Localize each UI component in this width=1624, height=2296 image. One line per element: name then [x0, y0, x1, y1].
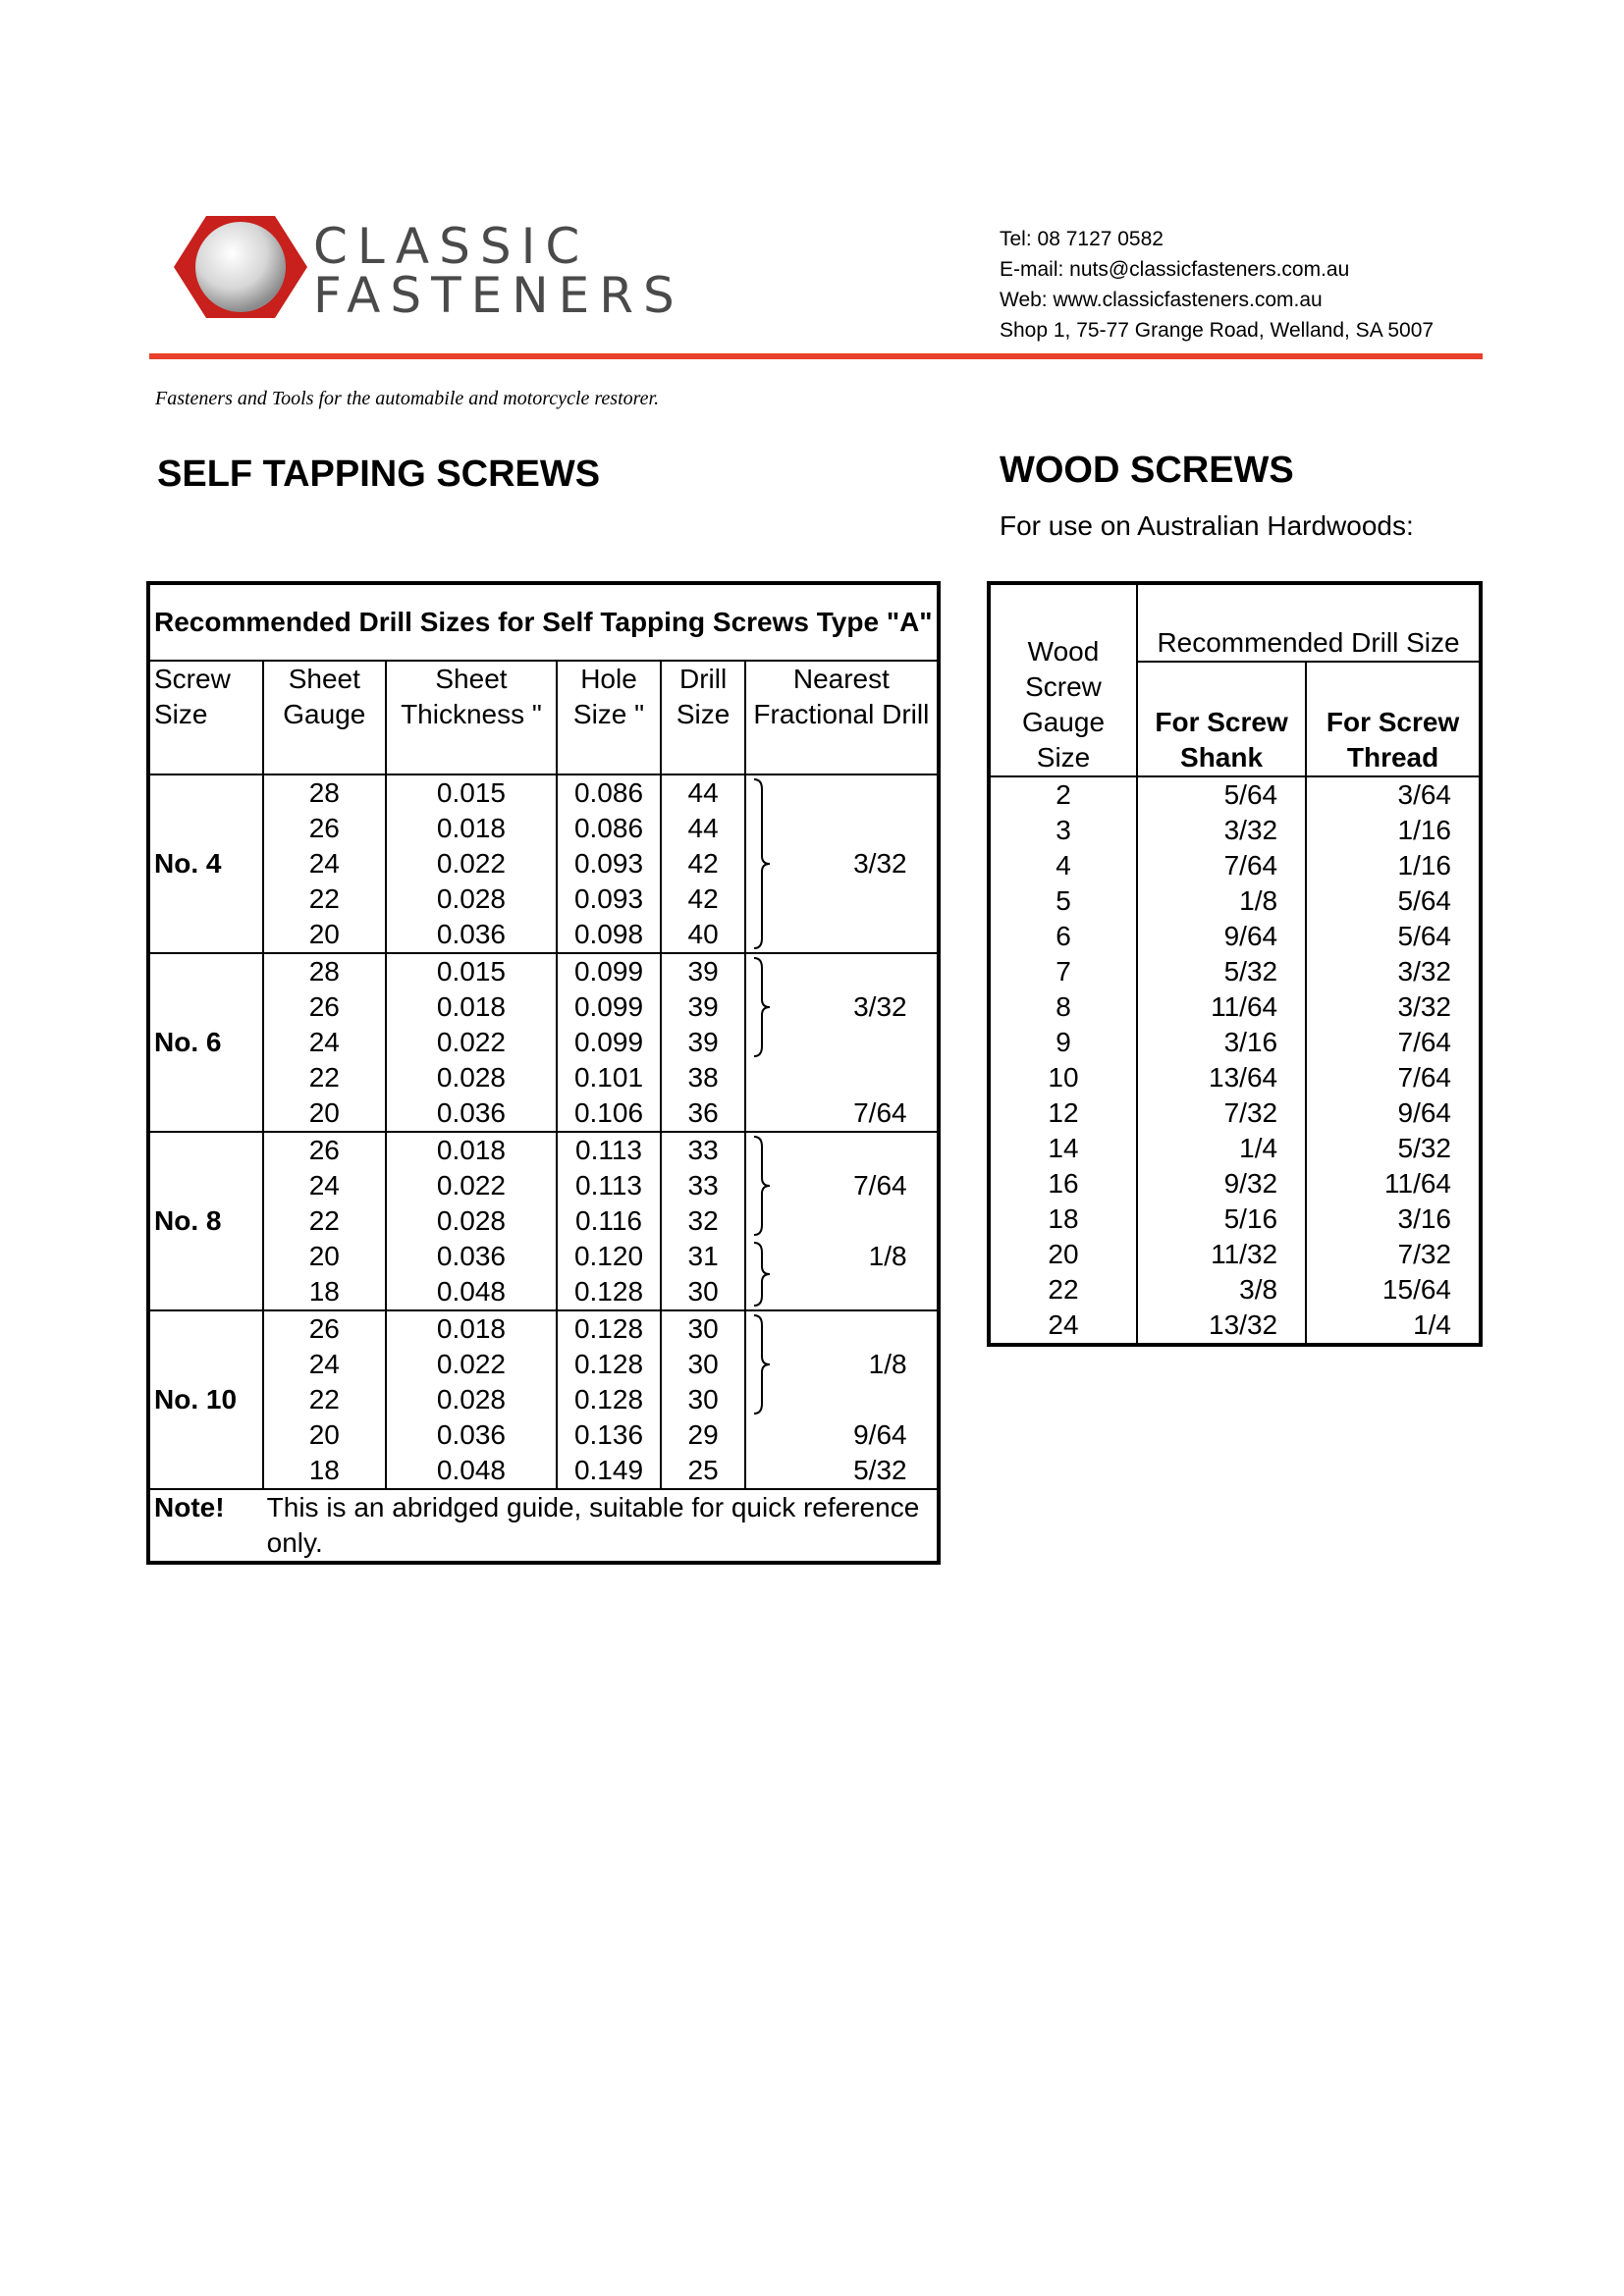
table-row [148, 1274, 939, 1310]
shank-drill: 5/32 [1137, 954, 1306, 989]
screw-size [148, 1060, 263, 1095]
drill-size: 32 [661, 1203, 745, 1239]
thread-drill: 7/32 [1306, 1237, 1481, 1272]
note-text: This is an abridged guide, suitable for quick reference only. [266, 1492, 920, 1558]
sheet-gauge: 26 [263, 811, 386, 846]
gauge-size: 7 [1056, 956, 1071, 987]
sheet-thickness: 0.018 [386, 1132, 557, 1168]
shank-drill: 1/8 [1137, 883, 1306, 919]
gauge-size: 22 [1048, 1274, 1079, 1305]
table-row [148, 1203, 939, 1239]
drill-size: 39 [661, 1025, 745, 1060]
gauge-size: 8 [1056, 991, 1071, 1022]
sheet-thickness: 0.018 [386, 811, 557, 846]
shank-drill: 7/64 [1137, 848, 1306, 883]
gauge-size: 4 [1056, 850, 1071, 881]
screw-size [148, 881, 263, 917]
sheet-thickness: 0.028 [386, 1060, 557, 1095]
hole-size: 0.099 [557, 989, 661, 1025]
screw-size [148, 1310, 263, 1347]
screw-size [148, 1239, 263, 1274]
fractional-drill [745, 1382, 938, 1417]
gauge-size: 20 [1048, 1239, 1079, 1269]
column-header: Sheet Thickness " [386, 661, 557, 774]
hole-size: 0.099 [557, 1025, 661, 1060]
sheet-thickness: 0.048 [386, 1453, 557, 1489]
sheet-thickness: 0.036 [386, 917, 557, 953]
table-row [148, 1239, 939, 1274]
thread-drill: 5/64 [1306, 883, 1481, 919]
hole-size: 0.093 [557, 881, 661, 917]
gauge-size: 9 [1056, 1027, 1071, 1057]
hole-size: 0.098 [557, 917, 661, 953]
table-row [989, 989, 1481, 1025]
sheet-gauge: 22 [263, 881, 386, 917]
fractional-drill: 7/64 [745, 1168, 938, 1203]
header-row [989, 583, 1481, 662]
table-row [989, 1237, 1481, 1272]
hole-size: 0.106 [557, 1095, 661, 1132]
sheet-thickness: 0.028 [386, 1203, 557, 1239]
drill-size: 44 [661, 774, 745, 811]
sheet-gauge: 24 [263, 846, 386, 881]
thread-drill: 1/16 [1306, 813, 1481, 848]
table-row [148, 953, 939, 989]
drill-size: 30 [661, 1382, 745, 1417]
wood-screws-subtitle: For use on Australian Hardwoods: [1000, 510, 1414, 541]
fractional-drill: 3/32 [745, 846, 938, 881]
self-tapping-title: SELF TAPPING SCREWS [157, 454, 601, 495]
table-row [989, 848, 1481, 883]
hole-size: 0.120 [557, 1239, 661, 1274]
screw-size: No. 4 [154, 848, 222, 879]
sheet-gauge: 20 [263, 917, 386, 953]
shank-drill: 11/64 [1137, 989, 1306, 1025]
note-label: Note! [154, 1492, 225, 1522]
table-row [148, 881, 939, 917]
sheet-gauge: 20 [263, 1095, 386, 1132]
contact-block [1000, 224, 1434, 346]
table-row [148, 1168, 939, 1203]
drill-size: 31 [661, 1239, 745, 1274]
drill-size: 25 [661, 1453, 745, 1489]
table-caption: Recommended Drill Sizes for Self Tapping Screws Type "A" [148, 583, 939, 661]
screw-size [148, 953, 263, 989]
wood-screws-title: WOOD SCREWS [1000, 450, 1294, 491]
drill-size: 33 [661, 1132, 745, 1168]
screw-size [148, 1132, 263, 1168]
sheet-gauge: 26 [263, 1132, 386, 1168]
fractional-drill: 1/8 [745, 1347, 938, 1382]
fractional-drill: 1/8 [745, 1239, 938, 1274]
hex-bolt-icon [172, 210, 309, 324]
column-header: Sheet Gauge [263, 661, 386, 774]
table-row [148, 774, 939, 811]
drill-size: 42 [661, 846, 745, 881]
gauge-size: 16 [1048, 1168, 1079, 1199]
fractional-drill [745, 953, 938, 989]
drill-size: 29 [661, 1417, 745, 1453]
screw-size [148, 989, 263, 1025]
sheet-thickness: 0.036 [386, 1095, 557, 1132]
contact-tel: Tel: 08 7127 0582 [1000, 228, 1164, 250]
table-row [148, 1382, 939, 1417]
tagline: Fasteners and Tools for the automabile and motorcycle restorer. [155, 388, 660, 409]
sheet-gauge: 26 [263, 989, 386, 1025]
sheet-gauge: 20 [263, 1239, 386, 1274]
table-row [989, 1201, 1481, 1237]
screw-size [148, 1347, 263, 1382]
hole-size: 0.093 [557, 846, 661, 881]
sheet-thickness: 0.028 [386, 1382, 557, 1417]
screw-size [148, 917, 263, 953]
sheet-thickness: 0.048 [386, 1274, 557, 1310]
thread-drill: 7/64 [1306, 1025, 1481, 1060]
hole-size: 0.116 [557, 1203, 661, 1239]
sheet-thickness: 0.022 [386, 1168, 557, 1203]
shank-drill: 1/4 [1137, 1131, 1306, 1166]
fractional-drill [745, 1060, 938, 1095]
logo-text-classic: CLASSIC [313, 218, 590, 275]
column-header: Nearest Fractional Drill [745, 661, 938, 774]
drill-size: 30 [661, 1347, 745, 1382]
hole-size: 0.136 [557, 1417, 661, 1453]
table-row [148, 1025, 939, 1060]
sheet-gauge: 24 [263, 1168, 386, 1203]
sheet-thickness: 0.015 [386, 953, 557, 989]
table-row [989, 813, 1481, 848]
logo-text-fasteners: FASTENERS [313, 267, 684, 324]
hole-size: 0.149 [557, 1453, 661, 1489]
gauge-size: 5 [1056, 885, 1071, 916]
fractional-drill [745, 1274, 938, 1310]
fractional-drill [745, 1025, 938, 1060]
fractional-drill [745, 1203, 938, 1239]
table-row [989, 776, 1481, 813]
table-row [148, 1095, 939, 1132]
shank-drill: 13/64 [1137, 1060, 1306, 1095]
hole-size: 0.128 [557, 1382, 661, 1417]
contact-web: Web: www.classicfasteners.com.au [1000, 289, 1323, 311]
screw-size [148, 1274, 263, 1310]
shank-drill: 7/32 [1137, 1095, 1306, 1131]
table-row [989, 1166, 1481, 1201]
table-row [989, 1272, 1481, 1308]
fractional-drill [745, 1310, 938, 1347]
drill-size: 42 [661, 881, 745, 917]
screw-size: No. 10 [154, 1384, 238, 1415]
hole-size: 0.128 [557, 1274, 661, 1310]
shank-drill: 5/64 [1137, 776, 1306, 813]
table-row [989, 1308, 1481, 1345]
fractional-drill [745, 881, 938, 917]
caption-row [148, 583, 939, 661]
drill-size: 40 [661, 917, 745, 953]
header-row [148, 661, 939, 774]
drill-size: 36 [661, 1095, 745, 1132]
table-row [989, 954, 1481, 989]
thread-drill: 9/64 [1306, 1095, 1481, 1131]
gauge-size: 12 [1048, 1097, 1079, 1128]
table-row [148, 1310, 939, 1347]
gauge-size: 2 [1056, 779, 1071, 810]
note-row [148, 1489, 939, 1563]
shank-drill: 5/16 [1137, 1201, 1306, 1237]
screw-size [148, 774, 263, 811]
sheet-gauge: 20 [263, 1417, 386, 1453]
wood-screws-table [987, 581, 1483, 1347]
drill-size: 44 [661, 811, 745, 846]
shank-drill: 9/64 [1137, 919, 1306, 954]
sheet-gauge: 28 [263, 774, 386, 811]
drill-size: 33 [661, 1168, 745, 1203]
company-logo [172, 210, 722, 324]
contact-address: Shop 1, 75-77 Grange Road, Welland, SA 5007 [1000, 319, 1435, 342]
screw-size: No. 6 [154, 1027, 222, 1057]
sheet-gauge: 22 [263, 1060, 386, 1095]
sheet-gauge: 28 [263, 953, 386, 989]
sheet-gauge: 26 [263, 1310, 386, 1347]
thread-drill: 1/4 [1306, 1308, 1481, 1345]
table-row [148, 917, 939, 953]
thread-drill: 1/16 [1306, 848, 1481, 883]
sheet-thickness: 0.036 [386, 1239, 557, 1274]
sheet-thickness: 0.022 [386, 1025, 557, 1060]
table-row [989, 1025, 1481, 1060]
screw-size [148, 1417, 263, 1453]
thread-header: For Screw Thread [1306, 662, 1481, 776]
table-row [989, 883, 1481, 919]
hole-size: 0.128 [557, 1310, 661, 1347]
header-divider [149, 353, 1483, 359]
sheet-gauge: 22 [263, 1382, 386, 1417]
column-header: Hole Size " [557, 661, 661, 774]
shank-drill: 3/32 [1137, 813, 1306, 848]
hole-size: 0.128 [557, 1347, 661, 1382]
gauge-size: 14 [1048, 1133, 1079, 1163]
sheet-thickness: 0.022 [386, 846, 557, 881]
column-header: Screw Size [148, 661, 263, 774]
table-row [148, 811, 939, 846]
table-row [989, 1060, 1481, 1095]
sheet-gauge: 22 [263, 1203, 386, 1239]
fractional-drill: 5/32 [745, 1453, 938, 1489]
table-row [148, 1132, 939, 1168]
sheet-gauge: 18 [263, 1453, 386, 1489]
thread-drill: 11/64 [1306, 1166, 1481, 1201]
sheet-gauge: 24 [263, 1025, 386, 1060]
hole-size: 0.113 [557, 1132, 661, 1168]
table-row [148, 1060, 939, 1095]
table-row [148, 846, 939, 881]
drill-size-header: Recommended Drill Size [1137, 583, 1481, 662]
drill-size: 38 [661, 1060, 745, 1095]
sheet-gauge: 18 [263, 1274, 386, 1310]
hole-size: 0.113 [557, 1168, 661, 1203]
screw-size: No. 8 [154, 1205, 222, 1236]
thread-drill: 5/32 [1306, 1131, 1481, 1166]
thread-drill: 3/16 [1306, 1201, 1481, 1237]
hole-size: 0.101 [557, 1060, 661, 1095]
thread-drill: 7/64 [1306, 1060, 1481, 1095]
fractional-drill: 9/64 [745, 1417, 938, 1453]
sheet-thickness: 0.015 [386, 774, 557, 811]
gauge-size: 24 [1048, 1309, 1079, 1340]
drill-size: 30 [661, 1310, 745, 1347]
screw-size [148, 1453, 263, 1489]
drill-size: 30 [661, 1274, 745, 1310]
table-row [989, 1095, 1481, 1131]
table-row [989, 919, 1481, 954]
sheet-thickness: 0.018 [386, 989, 557, 1025]
sheet-thickness: 0.036 [386, 1417, 557, 1453]
table-row [148, 1347, 939, 1382]
gauge-size: 6 [1056, 921, 1071, 951]
fractional-drill [745, 917, 938, 953]
shank-drill: 11/32 [1137, 1237, 1306, 1272]
gauge-header: Wood Screw Gauge Size [989, 583, 1137, 776]
gauge-size: 10 [1048, 1062, 1079, 1093]
sheet-thickness: 0.028 [386, 881, 557, 917]
fractional-drill [745, 774, 938, 811]
gauge-size: 3 [1056, 815, 1071, 845]
thread-drill: 5/64 [1306, 919, 1481, 954]
gauge-size: 18 [1048, 1203, 1079, 1234]
sheet-gauge: 24 [263, 1347, 386, 1382]
screw-size [148, 1095, 263, 1132]
hole-size: 0.099 [557, 953, 661, 989]
thread-drill: 3/32 [1306, 989, 1481, 1025]
fractional-drill: 3/32 [745, 989, 938, 1025]
thread-drill: 15/64 [1306, 1272, 1481, 1308]
table-row [148, 989, 939, 1025]
drill-size: 39 [661, 989, 745, 1025]
shank-drill: 13/32 [1137, 1308, 1306, 1345]
hole-size: 0.086 [557, 811, 661, 846]
column-header: Drill Size [661, 661, 745, 774]
shank-drill: 3/8 [1137, 1272, 1306, 1308]
fractional-drill: 7/64 [745, 1095, 938, 1132]
screw-size [148, 1168, 263, 1203]
sheet-thickness: 0.022 [386, 1347, 557, 1382]
self-tapping-table [146, 581, 941, 1565]
contact-email: E-mail: nuts@classicfasteners.com.au [1000, 258, 1350, 281]
table-row [148, 1417, 939, 1453]
shank-drill: 3/16 [1137, 1025, 1306, 1060]
drill-size: 39 [661, 953, 745, 989]
sheet-thickness: 0.018 [386, 1310, 557, 1347]
thread-drill: 3/32 [1306, 954, 1481, 989]
screw-size [148, 811, 263, 846]
hole-size: 0.086 [557, 774, 661, 811]
table-row [148, 1453, 939, 1489]
table-row [989, 1131, 1481, 1166]
shank-header: For Screw Shank [1137, 662, 1306, 776]
shank-drill: 9/32 [1137, 1166, 1306, 1201]
fractional-drill [745, 1132, 938, 1168]
thread-drill: 3/64 [1306, 776, 1481, 813]
fractional-drill [745, 811, 938, 846]
